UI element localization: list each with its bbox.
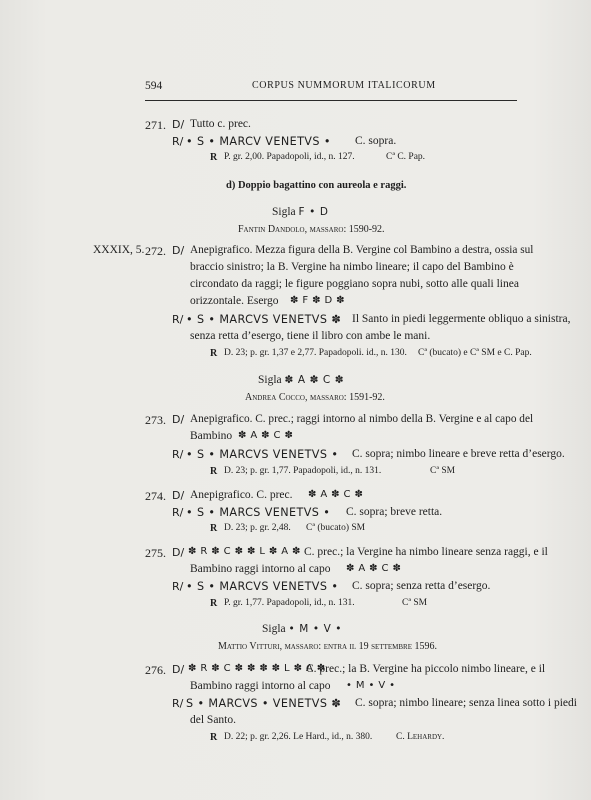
sigla-label: Sigla ✽ A ✽ C ✽ <box>258 374 345 386</box>
entry-number: 274. <box>145 489 166 503</box>
coin-details: P. gr. 2,00. Papadopoli, id., n. 127. <box>224 152 355 162</box>
coin-legend: • S • MARCVS VENETVS ✽ <box>186 313 342 326</box>
coin-legend: • S • MARCS VENETVS • <box>186 506 331 519</box>
header-rule <box>145 100 517 101</box>
collection-ref: C. Lehardy. <box>396 732 445 742</box>
entry-number: 273. <box>145 413 166 427</box>
obverse-legend: ✽ A ✽ C ✽ <box>238 430 294 441</box>
coin-legend: • S • MARCVS VENETVS • <box>186 580 339 593</box>
collection-ref: Cª SM <box>430 466 456 476</box>
metal-mark: R <box>210 152 218 163</box>
obverse-legend: ✽ A ✽ C ✽ <box>308 489 364 500</box>
reverse-symbol: R/ <box>172 697 184 710</box>
obverse-text: Tutto c. prec. <box>190 118 251 130</box>
obverse-line: orizzontale. Esergo <box>190 295 279 307</box>
exergue-legend: ✽ F ✽ D ✽ <box>290 295 345 306</box>
coin-details: D. 23; p. gr. 2,48. <box>224 523 291 533</box>
obverse-legend: ✽ R ✽ C ✽ ✽ L ✽ A ✽ <box>188 546 301 557</box>
sigla-label: Sigla F • D <box>272 206 329 218</box>
reverse-text: C. sopra. <box>355 135 397 147</box>
collection-ref: Cª C. Pap. <box>386 152 426 162</box>
reverse-symbol: R/ <box>172 135 184 148</box>
reverse-text: C. sopra; breve retta. <box>346 506 443 518</box>
sigla-mark: • M • V • <box>288 623 343 635</box>
sigla-label: Sigla • M • V • <box>262 623 343 635</box>
coin-legend: S • MARCVS • VENETVS ✽ <box>186 697 342 710</box>
coin-details: D. 22; p. gr. 2,26. Le Hard., id., n. 380. <box>224 732 373 742</box>
reverse-symbol: R/ <box>172 506 184 519</box>
obverse-line: C. prec.; la B. Vergine ha piccolo nimbo lineare, e il <box>306 663 546 675</box>
metal-mark: R <box>210 732 218 743</box>
obverse-symbol: D/ <box>172 244 185 257</box>
obverse-line: Bambino raggi intorno al capo <box>190 680 331 692</box>
coin-details: P. gr. 1,77. Papadopoli, id., n. 131. <box>224 598 355 608</box>
section-heading: d) Doppio bagattino con aureola e raggi. <box>226 180 407 191</box>
collection-ref: Cª SM <box>402 598 428 608</box>
obverse-line: C. prec.; la Vergine ha nimbo lineare senza raggi, e il <box>304 546 548 558</box>
entry-number: 275. <box>145 546 166 560</box>
reverse-symbol: R/ <box>172 580 184 593</box>
obverse-symbol: D/ <box>172 663 185 676</box>
entry-number: 272. <box>145 244 166 258</box>
sigla-person: Fantin Dandolo, massaro: 1590-92. <box>238 224 385 235</box>
coin-details: D. 23; p. gr. 1,37 e 2,77. Papadopoli. id., n. 130. <box>224 348 407 358</box>
obverse-symbol: D/ <box>172 413 185 426</box>
collection-ref: Cª (bucato) SM <box>306 523 366 533</box>
obverse-legend-2: ✽ A ✽ C ✽ <box>346 563 402 574</box>
obverse-symbol: D/ <box>172 489 185 502</box>
reverse-line: C. sopra; nimbo lineare; senza linea sotto i piedi <box>355 697 577 709</box>
coin-legend: • S • MARCVS VENETVS • <box>186 448 339 461</box>
running-title: CORPUS NUMMORUM ITALICORUM <box>252 80 436 91</box>
obverse-line: braccio sinistro; la B. Vergine ha nimbo lineare; il capo del Bambino è <box>190 261 514 273</box>
reverse-line: senza retta d’esergo, tiene il libro con ambe le mani. <box>190 330 431 342</box>
metal-mark: R <box>210 466 218 477</box>
obverse-legend-2: • M • V • <box>346 680 396 691</box>
obverse-line: Bambino <box>190 430 233 442</box>
obverse-symbol: D/ <box>172 546 185 559</box>
obverse-line: circondato da raggi; le figure poggiano sopra nubi, sotto alle quali linea <box>190 278 519 290</box>
obverse-line: Bambino raggi intorno al capo <box>190 563 331 575</box>
obverse-legend: ✽ R ✽ C ✽ ✽ ✽ ✽ L ✽ A ✽ <box>188 663 326 674</box>
metal-mark: R <box>210 598 218 609</box>
metal-mark: R <box>210 348 218 359</box>
page-number: 594 <box>145 80 163 92</box>
reverse-line: del Santo. <box>190 714 236 726</box>
reverse-line: Il Santo in piedi leggermente obliquo a sinistra, <box>352 313 571 325</box>
sigla-mark: F • D <box>298 206 329 218</box>
entry-number: 271. <box>145 118 166 132</box>
sigla-person: Andrea Cocco, massaro: 1591-92. <box>245 392 385 403</box>
reverse-symbol: R/ <box>172 448 184 461</box>
coin-legend: • S • MARCV VENETVS • <box>186 135 331 148</box>
reverse-text: C. sopra; nimbo lineare e breve retta d’esergo. <box>352 448 565 460</box>
obverse-text: Anepigrafico. C. prec. <box>190 489 293 501</box>
obverse-line: Anepigrafico. Mezza figura della B. Vergine col Bambino a destra, ossia sul <box>190 244 534 256</box>
metal-mark: R <box>210 523 218 534</box>
collection-ref: Cª (bucato) e Cª SM e C. Pap. <box>418 348 532 358</box>
reverse-symbol: R/ <box>172 313 184 326</box>
sigla-person: Mattio Vitturi, massaro: entra il 19 settembre 1596. <box>218 641 437 652</box>
reverse-text: C. sopra; senza retta d’esergo. <box>352 580 491 592</box>
plate-reference: XXXIX, 5. <box>93 244 145 256</box>
coin-details: D. 23; p. gr. 1,77. Papadopoli, id., n. 131. <box>224 466 382 476</box>
sigla-mark: ✽ A ✽ C ✽ <box>284 374 345 386</box>
obverse-line: Anepigrafico. C. prec.; raggi intorno al nimbo della B. Vergine e al capo del <box>190 413 534 425</box>
entry-number: 276. <box>145 663 166 677</box>
obverse-symbol: D/ <box>172 118 185 131</box>
